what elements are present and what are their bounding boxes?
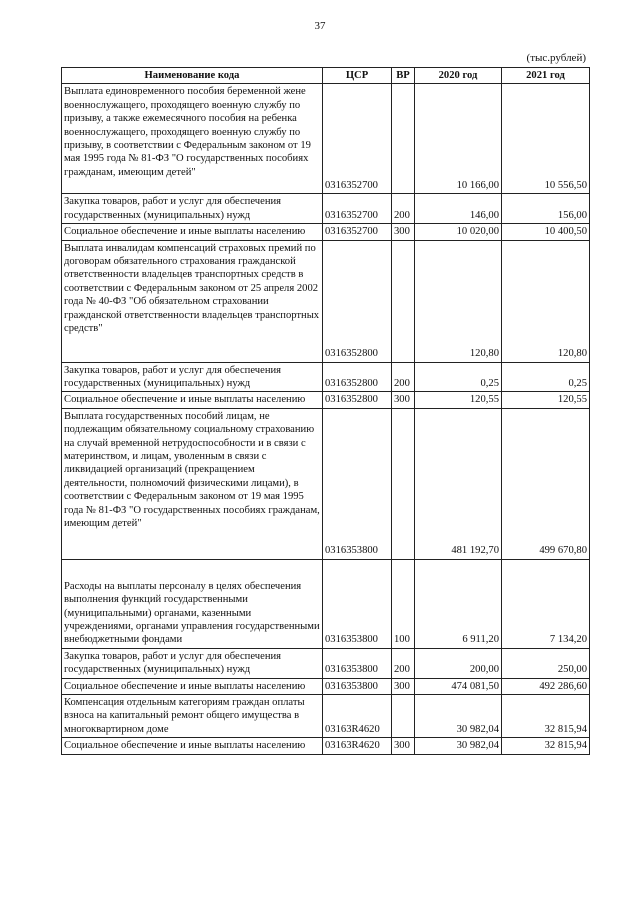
row-name: Компенсация отдельным категориям граждан оплаты взноса на капитальный ремонт общего имущества в многоквартирном доме <box>62 695 323 738</box>
table-row <box>62 84 590 194</box>
header-vr: ВР <box>392 68 415 84</box>
table-row <box>62 362 590 392</box>
row-2021: 250,00 <box>502 648 590 678</box>
row-csr: 0316352700 <box>323 224 392 240</box>
row-2021: 0,25 <box>502 362 590 392</box>
budget-table <box>61 67 590 755</box>
row-csr: 0316353800 <box>323 648 392 678</box>
row-2021: 492 286,60 <box>502 678 590 694</box>
row-vr: 200 <box>392 648 415 678</box>
row-2020: 481 192,70 <box>415 408 502 559</box>
row-csr: 0316353800 <box>323 559 392 648</box>
row-name: Социальное обеспечение и иные выплаты населению <box>62 224 323 240</box>
row-2021: 7 134,20 <box>502 559 590 648</box>
row-name: Выплата государственных пособий лицам, не подлежащим обязательному социальному страхованию на случай временной нетрудоспособности и в связи с материнством, и лицам, уволенным в связи с ликвидацией организаций (прекращением деятельности, полномочий физическими лицами), в соответствии с Федеральным законом от 19 мая 1995 года № 81-ФЗ "О государственных пособиях гражданам, имеющим детей" <box>62 408 323 559</box>
table-row <box>62 738 590 754</box>
row-csr: 0316352800 <box>323 240 392 362</box>
row-vr: 200 <box>392 362 415 392</box>
row-2020: 30 982,04 <box>415 738 502 754</box>
table-row <box>62 695 590 738</box>
row-csr: 03163R4620 <box>323 738 392 754</box>
row-2020: 120,80 <box>415 240 502 362</box>
row-vr <box>392 408 415 559</box>
table-row <box>62 194 590 224</box>
row-vr <box>392 695 415 738</box>
row-2020: 6 911,20 <box>415 559 502 648</box>
row-2020: 10 166,00 <box>415 84 502 194</box>
row-name: Закупка товаров, работ и услуг для обеспечения государственных (муниципальных) нужд <box>62 648 323 678</box>
row-vr <box>392 84 415 194</box>
row-2020: 0,25 <box>415 362 502 392</box>
row-name: Социальное обеспечение и иные выплаты населению <box>62 392 323 408</box>
row-2020: 200,00 <box>415 648 502 678</box>
units-label: (тыс.рублей) <box>526 52 586 64</box>
row-name: Закупка товаров, работ и услуг для обеспечения государственных (муниципальных) нужд <box>62 194 323 224</box>
row-csr: 0316352700 <box>323 194 392 224</box>
row-2021: 120,55 <box>502 392 590 408</box>
header-2020: 2020 год <box>415 68 502 84</box>
row-2020: 474 081,50 <box>415 678 502 694</box>
row-2020: 146,00 <box>415 194 502 224</box>
table-row <box>62 392 590 408</box>
table-row <box>62 648 590 678</box>
row-2021: 499 670,80 <box>502 408 590 559</box>
row-name: Выплата единовременного пособия беременной жене военнослужащего, проходящего военную службу по призыву, а также ежемесячного пособия на ребенка военнослужащего, проходящего военную службу по призыву, в соответствии с Федеральным законом от 19 мая 1995 года № 81-ФЗ "О государственных пособиях гражданам, имеющим детей" <box>62 84 323 194</box>
table-row <box>62 240 590 362</box>
row-2020: 10 020,00 <box>415 224 502 240</box>
row-2021: 32 815,94 <box>502 738 590 754</box>
row-name: Расходы на выплаты персоналу в целях обеспечения выполнения функций государственными (муниципальными) органами, казенными учреждениями, органами управления государственными внебюджетными фондами <box>62 559 323 648</box>
row-name: Выплата инвалидам компенсаций страховых премий по договорам обязательного страхования гражданской ответственности владельцев транспортных средств в соответствии с Федеральным законом от 25 апреля 2002 года № 40-ФЗ "Об обязательном страховании гражданской ответственности владельцев транспортных средств" <box>62 240 323 362</box>
row-2021: 10 400,50 <box>502 224 590 240</box>
row-2021: 156,00 <box>502 194 590 224</box>
row-csr: 0316352800 <box>323 392 392 408</box>
row-vr <box>392 240 415 362</box>
page-number: 37 <box>314 20 326 32</box>
row-vr: 100 <box>392 559 415 648</box>
table-row <box>62 678 590 694</box>
row-2020: 30 982,04 <box>415 695 502 738</box>
row-vr: 300 <box>392 392 415 408</box>
row-name: Социальное обеспечение и иные выплаты населению <box>62 738 323 754</box>
header-csr: ЦСР <box>323 68 392 84</box>
row-vr: 200 <box>392 194 415 224</box>
header-2021: 2021 год <box>502 68 590 84</box>
row-2020: 120,55 <box>415 392 502 408</box>
row-csr: 0316353800 <box>323 408 392 559</box>
table-row <box>62 559 590 648</box>
table-row <box>62 224 590 240</box>
row-csr: 0316352800 <box>323 362 392 392</box>
row-2021: 10 556,50 <box>502 84 590 194</box>
row-name: Закупка товаров, работ и услуг для обеспечения государственных (муниципальных) нужд <box>62 362 323 392</box>
row-csr: 0316353800 <box>323 678 392 694</box>
row-vr: 300 <box>392 738 415 754</box>
row-name: Социальное обеспечение и иные выплаты населению <box>62 678 323 694</box>
row-csr: 03163R4620 <box>323 695 392 738</box>
table-row <box>62 408 590 559</box>
row-vr: 300 <box>392 224 415 240</box>
row-vr: 300 <box>392 678 415 694</box>
header-name: Наименование кода <box>62 68 323 84</box>
row-2021: 120,80 <box>502 240 590 362</box>
table-header-row <box>62 68 590 84</box>
row-2021: 32 815,94 <box>502 695 590 738</box>
row-csr: 0316352700 <box>323 84 392 194</box>
